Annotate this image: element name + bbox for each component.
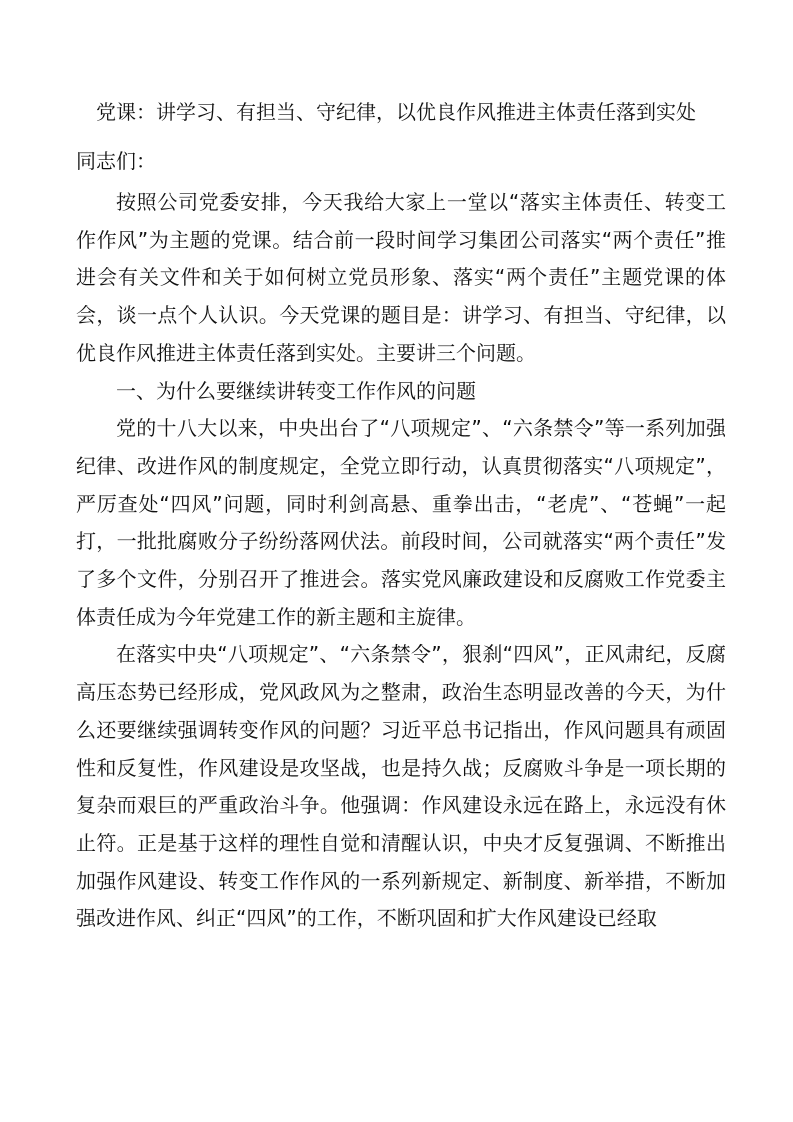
document-body: [76, 184, 726, 938]
section-heading-1: 一、为什么要继续讲转变工作作风的问题: [116, 378, 476, 403]
paragraph-reasoning: 在落实中央“八项规定”、“六条禁令”，狠刹“四风”，正风肃纪，反腐高压态势已经形成，党风政风为之整肃，政治生态明显改善的今天，为什么还要继续强调转变作风的问题？习近平总书记指出，作风问题具有顽固性和反复性，作风建设是攻坚战，也是持久战；反腐败斗争是一项长期的复杂而艰巨的严重政治斗争。他强调：作风建设永远在路上，永远没有休止符。正是基于这样的理性自觉和清醒认识，中央才反复强调、不断推出加强作风建设、转变工作作风的一系列新规定、新制度、新举措，不断加强改进作风、纠正“四风”的工作，不断巩固和扩大作风建设已经取: [76, 642, 726, 931]
document-title: 党课：讲学习、有担当、守纪律，以优良作风推进主体责任落到实处: [96, 100, 696, 124]
salutation: 同志们：: [76, 149, 156, 173]
paragraph-background: 党的十八大以来，中央出台了“八项规定”、“六条禁令”等一系列加强纪律、改进作风的制度规定，全党立即行动，认真贯彻落实“八项规定”，严厉查处“四风”问题，同时利剑高悬、重拳出击，“老虎”、“苍蝇”一起打，一批批腐败分子纷纷落网伏法。前段时间，公司就落实“两个责任”发了多个文件，分别召开了推进会。落实党风廉政建设和反腐败工作党委主体责任成为今年党建工作的新主题和主旋律。: [76, 416, 726, 629]
paragraph-intro: 按照公司党委安排，今天我给大家上一堂以“落实主体责任、转变工作作风”为主题的党课。结合前一段时间学习集团公司落实“两个责任”推进会有关文件和关于如何树立党员形象、落实“两个责任”主题党课的体会，谈一点个人认识。今天党课的题目是：讲学习、有担当、守纪律，以优良作风推进主体责任落到实处。主要讲三个问题。: [76, 190, 726, 365]
